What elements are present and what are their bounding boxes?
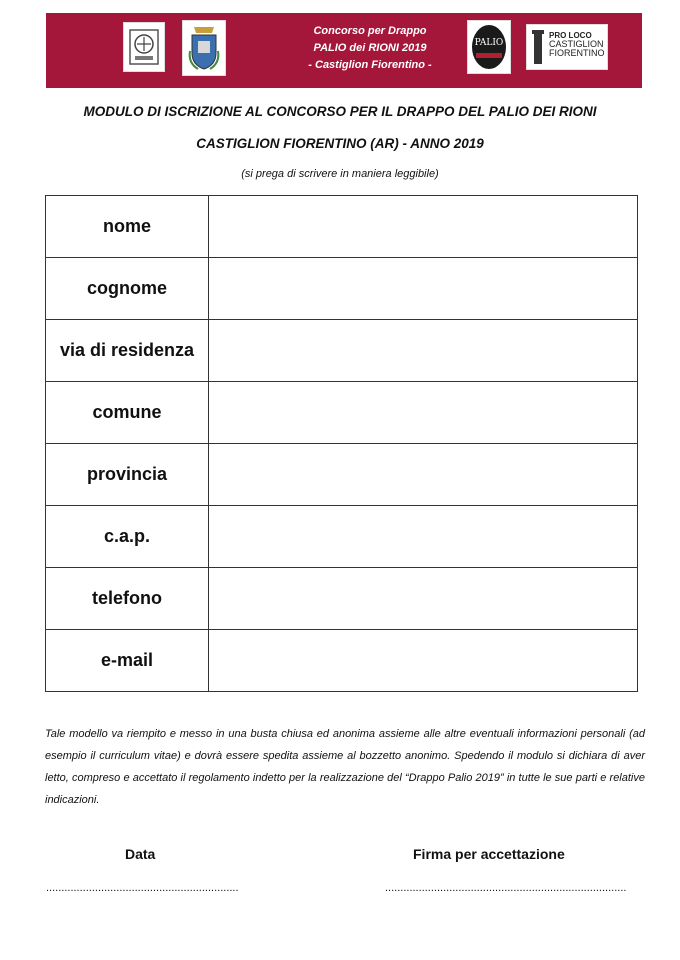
field-label: c.a.p. [46,506,209,568]
postal-code-field[interactable] [209,506,638,568]
address-field[interactable] [209,320,638,382]
date-line[interactable]: ............................................................... [46,882,239,894]
palio-logo-icon [470,23,508,71]
seal-icon [127,26,161,68]
form-row-cognome [46,258,638,320]
date-label: Data [125,846,156,862]
signature-line[interactable]: ............................................................................... [385,882,627,894]
form-row-via-di-residenza [46,320,638,382]
email-field[interactable] [209,630,638,692]
proloco-text [549,31,605,58]
banner-line-1: Concorso per Drappo [313,25,427,37]
surname-field[interactable] [209,258,638,320]
form-title: MODULO DI ISCRIZIONE AL CONCORSO PER IL DRAPPO DEL PALIO DEI RIONI [83,104,597,119]
coat-of-arms-logo [182,20,226,76]
phone-field[interactable] [209,568,638,630]
palio-logo-text: PALIO [474,38,504,48]
seal-logo [123,22,165,72]
instructions-paragraph: Tale modello va riempito e messo in una busta chiusa ed anonima assieme alle altre eventuali informazioni personali (ad esempio il curriculum vitae) e dovrà essere spedita assieme al bozzetto anonimo. Spedendo il modulo si dichiara di aver letto, compreso e accettato il regolamento indetto per la realizzazione del “Drappo Palio 2019” in tutte le sue parti e relative indicazioni. [45,728,645,806]
header-banner [46,13,642,88]
field-label: telefono [46,568,209,630]
coat-of-arms-icon [186,23,222,73]
proloco-text-2: CASTIGLION FIORENTINO [549,39,605,58]
registration-form-table [45,195,638,692]
banner-line-2: PALIO dei RIONI 2019 [313,42,427,54]
name-field[interactable] [209,196,638,258]
banner-line-3: - Castiglion Fiorentino - [308,59,432,71]
city-field[interactable] [209,382,638,444]
field-label: provincia [46,444,209,506]
palio-logo [467,20,511,74]
proloco-logo [526,24,608,70]
form-row-provincia [46,444,638,506]
banner-title [282,23,458,74]
field-label: e-mail [46,630,209,692]
field-label: nome [46,196,209,258]
province-field[interactable] [209,444,638,506]
field-label: via di residenza [46,320,209,382]
field-label: cognome [46,258,209,320]
form-row-telefono [46,568,638,630]
form-row-email [46,630,638,692]
signature-label: Firma per accettazione [413,846,565,862]
form-instructions: (si prega di scrivere in maniera leggibile) [241,168,439,180]
form-row-nome [46,196,638,258]
field-label: comune [46,382,209,444]
proloco-logo-icon [530,28,546,66]
form-subtitle: CASTIGLION FIORENTINO (AR) - ANNO 2019 [196,136,484,151]
form-row-comune [46,382,638,444]
proloco-text-1: PRO LOCO [549,31,592,40]
form-row-cap [46,506,638,568]
